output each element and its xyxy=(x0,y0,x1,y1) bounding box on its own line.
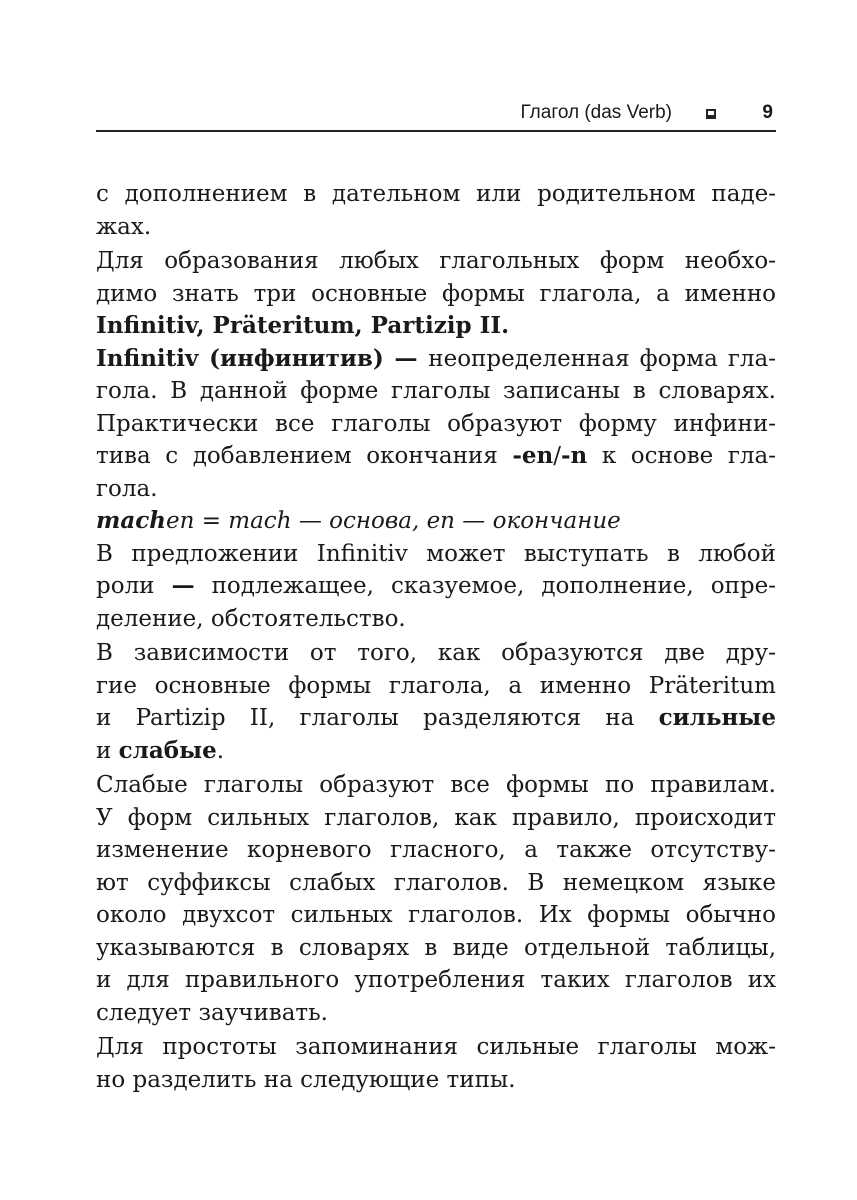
text-line xyxy=(96,867,776,900)
text-span: тива с добавлением окончания xyxy=(96,443,513,469)
text-span: около двухсот сильных глаголов. Их формы обычно xyxy=(96,902,776,928)
text-line xyxy=(96,245,776,278)
text-span: с дополнением в дательном или родительном паде- xyxy=(96,181,776,207)
text-span: указываются в словарях в виде отдельной таблицы, xyxy=(96,934,776,961)
text-span: Слабые глаголы образуют все формы по правилам. xyxy=(96,772,776,798)
text-span: но разделить на следующие типы. xyxy=(96,1066,516,1093)
bold-text: сильные xyxy=(658,704,776,731)
text-line xyxy=(96,570,776,603)
text-span: У форм сильных глаголов, как правило, происходит xyxy=(96,804,776,831)
text-span: подлежащее, сказуемое, дополнение, опре- xyxy=(194,573,776,599)
running-header xyxy=(96,100,776,132)
text-span: роли xyxy=(96,573,172,599)
text-span: гие основные формы глагола, а именно Präteritum xyxy=(96,672,776,699)
text-line xyxy=(96,310,776,343)
text-span: жах. xyxy=(96,213,152,240)
text-line xyxy=(96,964,776,997)
text-line xyxy=(96,769,776,802)
bold-text: (инфинитив) — xyxy=(198,344,429,372)
text-line xyxy=(96,834,776,867)
chapter-title: Глагол (das Verb) xyxy=(520,102,672,123)
text-line xyxy=(96,735,776,768)
bold-text: , xyxy=(196,312,213,339)
example-line xyxy=(96,505,776,538)
text-line xyxy=(96,473,776,506)
text-span: / xyxy=(553,443,561,469)
bold-text: mach xyxy=(96,507,166,534)
text-span: Для образования любых глагольных форм необхо- xyxy=(96,248,776,274)
page-number: 9 xyxy=(762,102,773,123)
bold-text: Präteritum xyxy=(212,312,355,339)
text-span: В зависимости от того, как образуются две дру- xyxy=(96,640,776,666)
text-line xyxy=(96,637,776,670)
text-span: В предложении Infinitiv может выступать в любой xyxy=(96,540,776,567)
square-bullet-icon xyxy=(706,109,716,119)
text-line xyxy=(96,440,776,473)
text-span: гола. В данной форме глаголы записаны в словарях. xyxy=(96,378,776,404)
text-span: и xyxy=(96,737,119,764)
text-line xyxy=(96,670,776,703)
text-span: димо знать три основные формы глагола, а именно xyxy=(96,280,776,307)
text-line xyxy=(96,408,776,441)
body-text xyxy=(96,178,776,1096)
text-span: деление, обстоятельство. xyxy=(96,605,406,632)
bold-text: , xyxy=(354,312,371,339)
text-line xyxy=(96,1031,776,1064)
text-line xyxy=(96,603,776,636)
text-line xyxy=(96,899,776,932)
bold-text: -n xyxy=(560,442,588,469)
text-line xyxy=(96,702,776,735)
text-span: неопределенная форма гла- xyxy=(428,345,776,372)
text-span: следует заучивать. xyxy=(96,999,328,1026)
text-line xyxy=(96,343,776,376)
text-line xyxy=(96,538,776,571)
text-line xyxy=(96,932,776,965)
text-span: гола. xyxy=(96,475,158,502)
text-span: . xyxy=(216,737,225,764)
text-line xyxy=(96,178,776,211)
bold-text: . xyxy=(501,312,510,339)
text-span: к основе гла- xyxy=(587,443,777,469)
text-line xyxy=(96,375,776,408)
text-line xyxy=(96,1064,776,1097)
bold-text: — xyxy=(171,572,195,599)
bold-text: Partizip II xyxy=(370,312,502,339)
text-line xyxy=(96,802,776,835)
text-span: en = mach — основа, en — окончание xyxy=(165,508,621,534)
text-span: и для правильного употребления таких глаголов их xyxy=(96,967,776,993)
text-span: ют суффиксы слабых глаголов. В немецком языке xyxy=(96,869,776,896)
bold-text: -en xyxy=(512,442,554,469)
bold-text: слабые xyxy=(118,736,217,764)
text-span: и Partizip II, глаголы разделяются на xyxy=(96,705,659,731)
text-line xyxy=(96,278,776,311)
text-line xyxy=(96,997,776,1030)
text-line xyxy=(96,211,776,244)
text-span: Для простоты запоминания сильные глаголы мож- xyxy=(96,1034,776,1060)
bold-text: Infinitiv xyxy=(96,344,199,372)
text-span: изменение корневого гласного, а также отсутству- xyxy=(96,837,776,863)
text-span: Практически все глаголы образуют форму инфини- xyxy=(96,410,776,437)
bold-text: Infinitiv xyxy=(96,312,197,339)
